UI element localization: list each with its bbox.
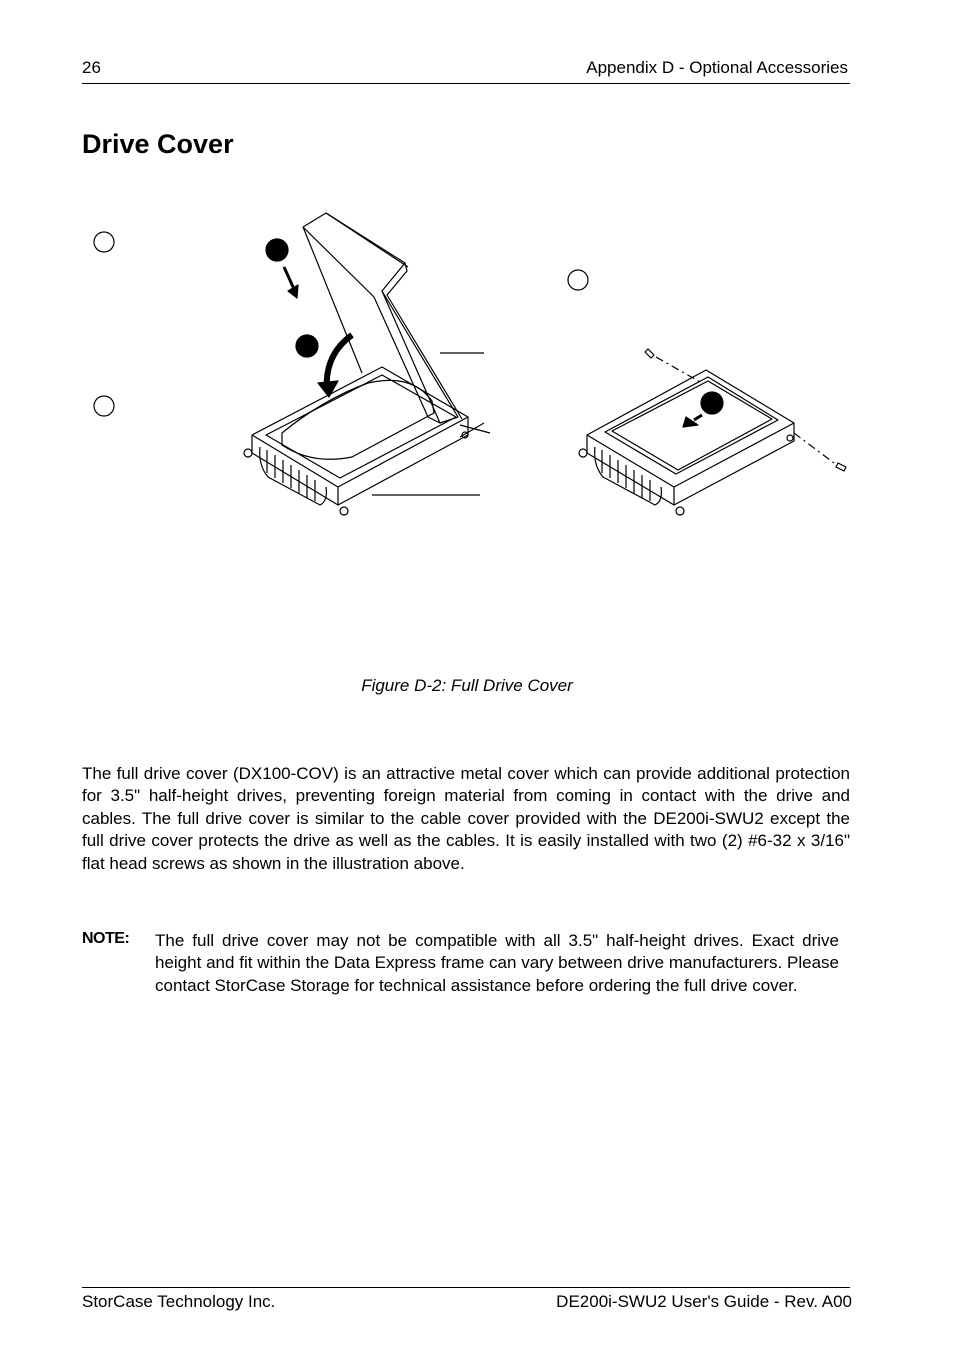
note-text: The full drive cover may not be compatible with all 3.5" half-height drives. Exact drive height and fit within the Data Express frame can vary between drive manufacturers. Please contact StorCase Storage for technical assistance before ordering the full drive cover. — [155, 931, 839, 995]
figure-caption: Figure D-2: Full Drive Cover — [361, 676, 573, 695]
footer-guide-title: DE200i-SWU2 User's Guide - Rev. A00 — [556, 1292, 852, 1311]
right-carrier-assembly — [579, 349, 846, 515]
step-3-marker-icon — [701, 392, 723, 414]
body-paragraph: The full drive cover (DX100-COV) is an attractive metal cover which can provide additional protection for 3.5" half-height drives, preventing foreign material from coming in contact with the drive and cables. The full drive cover is similar to the cable cover provided with the DE200i-SWU2 except the full drive cover protects the drive as well as the cables. It is easily installed with two (2) #6-32 x 3/16" flat head screws as shown in the illustration above. — [82, 764, 850, 873]
footer-company: StorCase Technology Inc. — [82, 1292, 276, 1311]
step-1-marker-icon — [266, 239, 288, 261]
header-rule — [82, 83, 850, 84]
callout-circle-2 — [94, 396, 114, 416]
page-title: Drive Cover — [82, 129, 234, 159]
step-2-marker-icon — [296, 335, 318, 357]
insert-arrow-icon — [284, 267, 294, 289]
callout-circle-3 — [568, 270, 588, 290]
screw-icon — [645, 349, 654, 358]
section-title: Appendix D - Optional Accessories — [586, 58, 848, 77]
callout-circle-1 — [94, 232, 114, 252]
screw-icon — [836, 463, 846, 471]
drive-cover-illustration — [82, 195, 862, 535]
page-number: 26 — [82, 58, 101, 77]
note-label: NOTE: — [82, 930, 130, 947]
footer-rule — [82, 1287, 850, 1288]
